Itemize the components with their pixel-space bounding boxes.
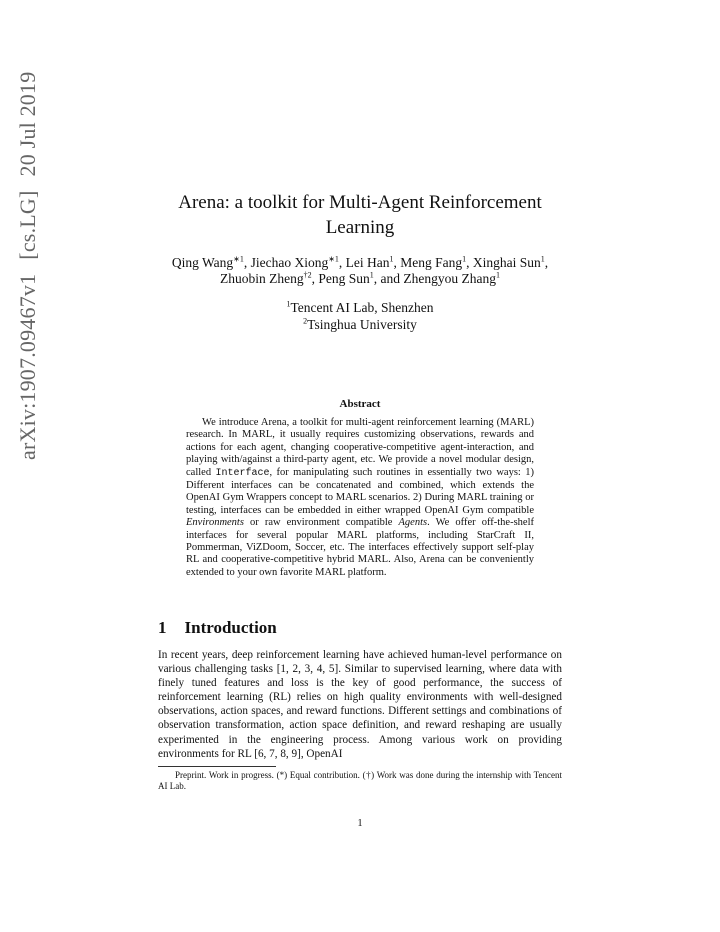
arxiv-category: [cs.LG] xyxy=(15,190,40,260)
abstract-text: , for manipulating such routines in essentially two ways: 1) Different interfaces can be concatenated and combined, which extends the OpenAI Gym Wrappers concept to MARL scenarios. 2) During MARL training or testing, interfaces can be embedded in either wrapped OpenAI Gym compatible xyxy=(186,466,534,516)
affiliation-name: Tsinghua University xyxy=(307,317,417,332)
footnote-rule xyxy=(158,766,276,767)
abstract-code: Interface xyxy=(215,467,270,479)
author-mark: 1 xyxy=(496,270,500,280)
affiliation xyxy=(200,316,520,333)
affiliation xyxy=(200,299,520,316)
author: Jiechao Xiong xyxy=(250,255,329,270)
author-mark: ∗1 xyxy=(233,254,244,264)
title-line-1: Arena: a toolkit for Multi-Agent Reinforcement xyxy=(178,192,542,213)
section-body: In recent years, deep reinforcement learning have achieved human-level performance on various challenging tasks [1, 2, 3, 4, 5]. Similar to supervised learning, where data with finely tuned features and loss is the key of good performance, the success of reinforcement learning (RL) relies on high quality environments with well-designed observations, action spaces, and reward functions. Different settings and combinations of observation transformation, action space definition, and reward reshaping are usually experimented in the engineering process. Among various work on providing environments for RL [6, 7, 8, 9], OpenAI xyxy=(158,649,562,760)
section-number: 1 xyxy=(158,618,167,637)
author-mark: 1 xyxy=(369,270,374,280)
affiliation-mark: 2 xyxy=(303,316,308,326)
title-line-2: Learning xyxy=(325,217,395,238)
author-mark: 1 xyxy=(540,254,545,264)
author: Meng Fang xyxy=(400,255,463,270)
author: Zhengyou Zhang xyxy=(403,271,496,286)
author: Qing Wang xyxy=(171,255,234,270)
footnote: Preprint. Work in progress. (*) Equal contribution. (†) Work was done during the internship with Tencent AI Lab. xyxy=(158,770,562,792)
author-mark: †2 xyxy=(303,270,312,280)
abstract-emphasis: Environments xyxy=(186,517,244,529)
arxiv-identifier xyxy=(15,40,49,460)
author: Peng Sun xyxy=(318,271,370,286)
author: Xinghai Sun xyxy=(472,255,541,270)
abstract-text: or raw environment compatible xyxy=(243,517,399,529)
arxiv-date: 20 Jul 2019 xyxy=(15,71,40,177)
arxiv-id: arXiv:1907.09467v1 xyxy=(15,273,40,460)
author: Lei Han xyxy=(345,255,390,270)
affiliation-mark: 1 xyxy=(286,299,291,309)
author: Zhuobin Zheng xyxy=(220,271,304,286)
abstract-emphasis: Agents xyxy=(398,517,428,529)
affiliation-list xyxy=(200,299,520,333)
paper-title xyxy=(140,190,580,240)
abstract-heading: Abstract xyxy=(339,398,381,410)
author-mark: ∗1 xyxy=(328,254,339,264)
section-heading xyxy=(158,618,558,638)
author-mark: 1 xyxy=(462,254,467,264)
author-mark: 1 xyxy=(389,254,394,264)
abstract-text: . We offer off-the-shelf interfaces for several popular MARL platforms, including StarCraft II, Pommerman, ViZDoom, Soccer, etc. The interfaces effectively support self-play RL and cooperative-competitive hybrid MARL. Also, Arena can be conveniently extended to your own favorite MARL platform. xyxy=(186,517,534,578)
section-title: Introduction xyxy=(184,618,277,637)
abstract-text: We introduce Arena, a toolkit for multi-agent reinforcement learning (MARL) research. In MARL, it usually requires customizing observations, rewards and actions for each agent, changing cooperative-competitive agent-interaction, and playing with/against a third-party agent, etc. We provide a novel modular design, called xyxy=(186,417,534,478)
abstract-body xyxy=(186,417,534,579)
affiliation-name: Tencent AI Lab, Shenzhen xyxy=(290,300,434,315)
author-list: Qing Wang$^{∗1}$, Jiechao Xiong$^{∗1}$, Lei Han$^1$, Meng Fang$^1$, Xinghai Sun$^1$, Zhuobin Zheng$^{\dagger 2}$, Peng Sun$^1$, and Zhengyou Zhang$^1$ xyxy=(171,254,549,286)
page-number: 1 xyxy=(357,818,363,829)
